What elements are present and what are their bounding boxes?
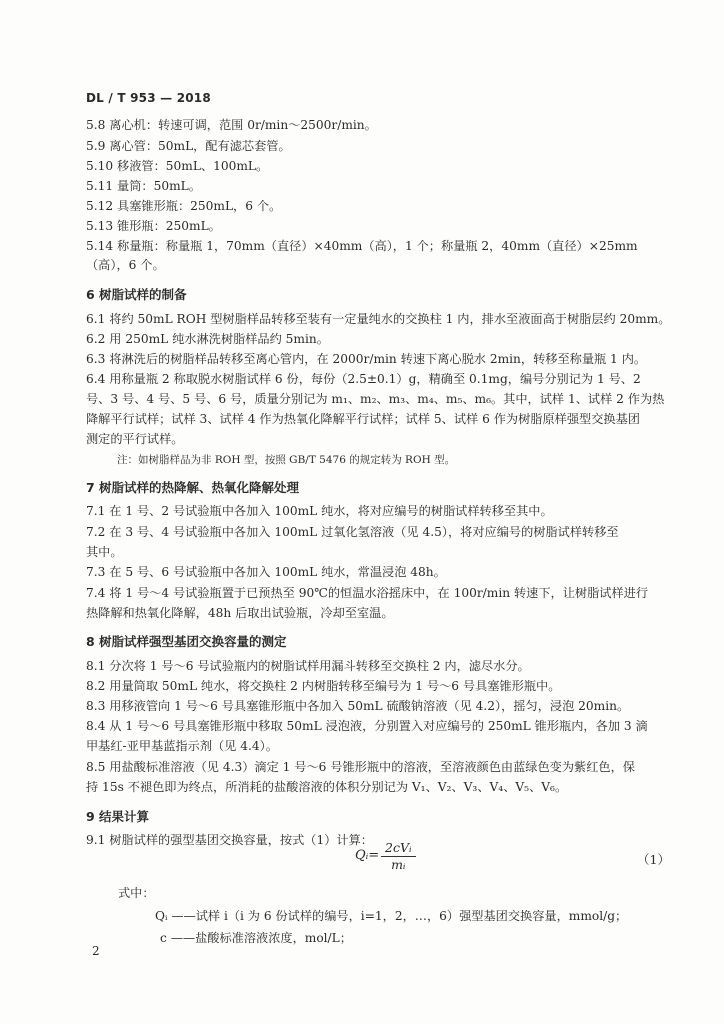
section-6-heading: 6 树脂试样的制备	[86, 287, 187, 302]
item-7-1: 7.1 在 1 号、2 号试验瓶中各加入 100mL 纯水，将对应编号的树脂试样转移至其中。	[86, 504, 553, 518]
formula-numerator: 2cVᵢ	[381, 840, 416, 857]
item-9-1: 9.1 树脂试样的强型基团交换容量，按式（1）计算：	[86, 833, 373, 847]
item-8-2: 8.2 用量筒取 50mL 纯水，将交换柱 2 内树脂转移至编号为 1 号～6 号具塞锥形瓶中。	[86, 679, 561, 693]
item-8-1: 8.1 分次将 1 号～6 号试验瓶内的树脂试样用漏斗转移至交换柱 2 内，滤尽水分。	[86, 659, 530, 673]
item-7-2: 7.2 在 3 号、4 号试验瓶中各加入 100mL 过氧化氢溶液（见 4.5），将对应编号的树脂试样转移至	[86, 525, 619, 539]
item-6-4-cont1: 号、3 号、4 号、5 号、6 号，质量分别记为 m₁、m₂、m₃、m₄、m₅、m₆。其中，试样 1、试样 2 作为热	[86, 392, 665, 406]
definition-c: c ——盐酸标准溶液浓度，mol/L；	[160, 931, 352, 945]
section-9-heading: 9 结果计算	[86, 809, 150, 824]
item-5-8: 5.8 离心机：转速可调，范围 0r/min～2500r/min。	[86, 118, 377, 132]
item-8-4: 8.4 从 1 号～6 号具塞锥形瓶中移取 50mL 浸泡液，分别置入对应编号的 250mL 锥形瓶内，各加 3 滴	[86, 719, 648, 733]
item-7-2-cont: 其中。	[86, 545, 123, 559]
note-6: 注：如树脂样品为非 ROH 型，按照 GB/T 5476 的规定转为 ROH 型。	[117, 454, 456, 466]
item-6-4-cont2: 降解平行试样；试样 3、试样 4 作为热氧化降解平行试样；试样 5、试样 6 作为树脂原样强型交换基团	[86, 412, 640, 426]
item-6-4: 6.4 用称量瓶 2 称取脱水树脂试样 6 份，每份（2.5±0.1）g，精确至 0.1mg，编号分别记为 1 号、2	[86, 372, 641, 386]
item-8-3: 8.3 用移液管向 1 号～6 号具塞锥形瓶中各加入 50mL 硫酸钠溶液（见 4.2），摇匀，浸泡 20min。	[86, 699, 630, 713]
item-5-14: 5.14 称量瓶：称量瓶 1，70mm（直径）×40mm（高），1 个；称量瓶 2，40mm（直径）×25mm	[86, 239, 638, 253]
item-8-5-cont: 持 15s 不褪色即为终点，所消耗的盐酸溶液的体积分别记为 V₁、V₂、V₃、V₄、V₅、V₆。	[86, 780, 568, 794]
item-6-3: 6.3 将淋洗后的树脂样品转移至离心管内，在 2000r/min 转速下离心脱水 2min，转移至称量瓶 1 内。	[86, 352, 647, 366]
formula-lhs-text: Qᵢ=	[355, 848, 380, 863]
item-5-13: 5.13 锥形瓶：250mL。	[86, 219, 221, 233]
where-label: 式中：	[118, 886, 155, 900]
item-6-2: 6.2 用 250mL 纯水淋洗树脂样品约 5min。	[86, 332, 329, 346]
item-7-4: 7.4 将 1 号～4 号试验瓶置于已预热至 90℃的恒温水浴摇床中，在 100r/min 转速下，让树脂试样进行	[86, 586, 649, 600]
formula-lhs	[355, 848, 379, 863]
standard-header: DL / T 953 — 2018	[86, 91, 211, 105]
item-5-10: 5.10 移液管：50mL、100mL。	[86, 159, 269, 173]
section-7-heading: 7 树脂试样的热降解、热氧化降解处理	[86, 480, 300, 495]
item-5-11: 5.11 量筒：50mL。	[86, 179, 201, 193]
section-8-heading: 8 树脂试样强型基团交换容量的测定	[86, 634, 287, 649]
item-8-5: 8.5 用盐酸标准溶液（见 4.3）滴定 1 号～6 号锥形瓶中的溶液，至溶液颜色由蓝绿色变为紫红色，保	[86, 760, 635, 774]
item-5-14-cont: （高），6 个。	[86, 258, 165, 272]
definition-q: Qᵢ ——试样 i（i 为 6 份试样的编号，i=1，2，…，6）强型基团交换容量，mmol/g；	[155, 909, 628, 923]
formula-fraction	[381, 840, 416, 872]
item-5-12: 5.12 具塞锥形瓶：250mL，6 个。	[86, 199, 282, 213]
item-7-4-cont: 热降解和热氧化降解，48h 后取出试验瓶，冷却至室温。	[86, 606, 394, 620]
item-5-9: 5.9 离心管：50mL，配有滤芯套管。	[86, 139, 291, 153]
item-6-1: 6.1 将约 50mL ROH 型树脂样品转移至装有一定量纯水的交换柱 1 内，排水至液面高于树脂层约 20mm。	[86, 312, 671, 326]
page-number: 2	[92, 944, 100, 958]
item-6-4-cont3: 测定的平行试样。	[86, 432, 184, 446]
item-8-4-cont: 甲基红-亚甲基蓝指示剂（见 4.4）。	[86, 739, 278, 753]
formula-denominator: mᵢ	[391, 857, 406, 872]
equation-number: （1）	[637, 852, 670, 867]
item-7-3: 7.3 在 5 号、6 号试验瓶中各加入 100mL 纯水，常温浸泡 48h。	[86, 565, 446, 579]
